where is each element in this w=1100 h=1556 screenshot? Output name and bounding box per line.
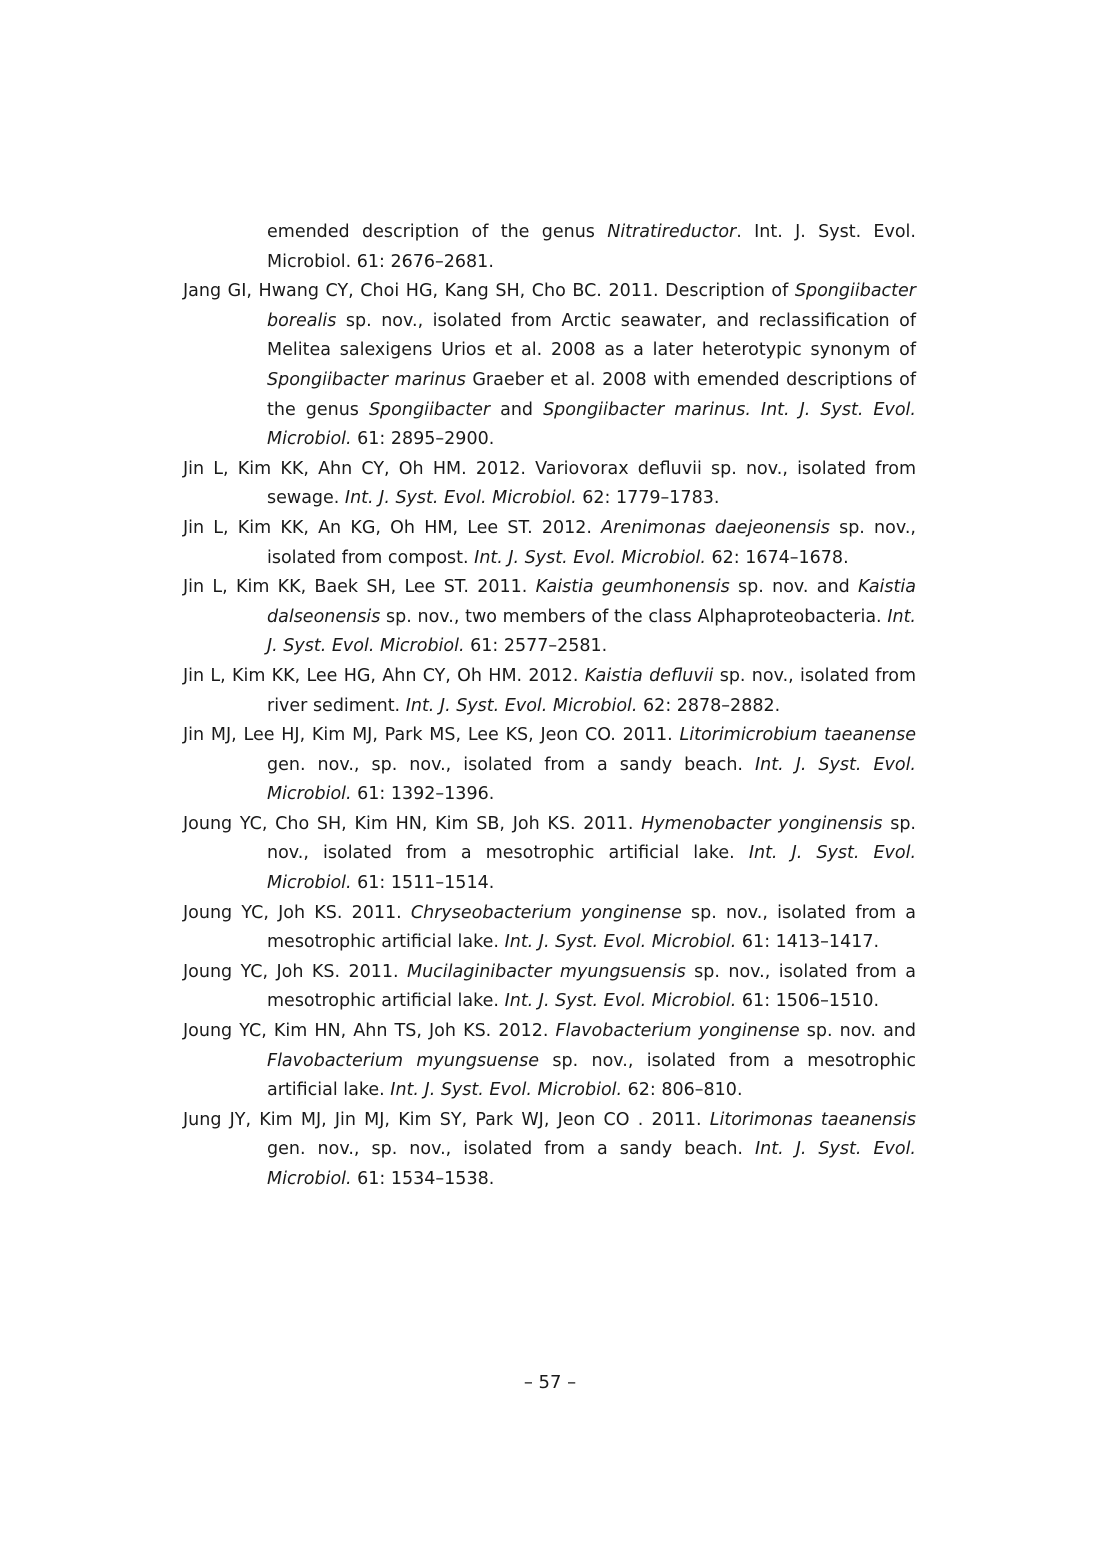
reference-text: Graeber et al. 2008 with emended descriptions of the genus bbox=[267, 369, 916, 420]
reference-text: sp. nov., isolated from a mesotrophic artificial lake. bbox=[267, 813, 916, 864]
reference-italic-text: Spongiibacter borealis bbox=[267, 281, 916, 331]
reference-text: and bbox=[490, 399, 544, 420]
reference-italic-text: Int. J. Syst. Evol. Microbiol. bbox=[474, 547, 706, 568]
reference-text: 61: 2577–2581. bbox=[464, 636, 608, 657]
reference-text: gen. nov., sp. nov., isolated from a sandy beach. bbox=[267, 754, 755, 775]
reference-text: 62: 1779–1783. bbox=[576, 488, 720, 509]
reference-italic-text: Int. J. Syst. Evol. Microbiol. bbox=[405, 695, 638, 716]
reference-text: 61: 1534–1538. bbox=[351, 1169, 495, 1189]
reference-italic-text: Spongiibacter marinus bbox=[267, 369, 466, 390]
reference-text: sp. nov., isolated from a mesotrophic artificial lake. bbox=[267, 961, 916, 1012]
reference-list bbox=[183, 218, 916, 1195]
reference-text: emended description of the genus bbox=[267, 222, 608, 242]
reference-entry bbox=[183, 899, 916, 958]
reference-text: 61: 1506–1510. bbox=[736, 991, 880, 1012]
reference-italic-text: Int. J. Syst. Evol. Microbiol. bbox=[390, 1080, 623, 1101]
reference-text: Jin MJ, Lee HJ, Kim MJ, Park MS, Lee KS, Jeon CO. 2011. bbox=[183, 725, 680, 746]
reference-entry bbox=[183, 573, 916, 662]
reference-italic-text: Flavobacterium myungsuense bbox=[267, 1050, 539, 1071]
reference-text: gen. nov., sp. nov., isolated from a sandy beach. bbox=[267, 1139, 755, 1160]
reference-entry bbox=[183, 958, 916, 1017]
reference-italic-text: Int. J. Syst. Evol. Microbiol. bbox=[267, 843, 917, 894]
reference-text: Joung YC, Joh KS. 2011. bbox=[183, 902, 411, 923]
reference-italic-text: Int. J. Syst. Evol. Microbiol. bbox=[267, 754, 916, 805]
reference-text: sp. nov., isolated from Arctic seawater, and reclassification of Melitea salexigens Urios et al. 2008 as a later heterotypic synonym of bbox=[267, 310, 916, 361]
reference-entry bbox=[183, 277, 916, 455]
reference-text: 61: 1392–1396. bbox=[351, 784, 495, 805]
reference-italic-text: Hymenobacter yonginensis bbox=[641, 813, 883, 834]
reference-italic-text: Int. J. Syst. Evol. Microbiol. bbox=[504, 932, 737, 953]
reference-text: Jin L, Kim KK, Baek SH, Lee ST. 2011. bbox=[183, 577, 536, 598]
reference-italic-text: Nitratireductor bbox=[607, 222, 737, 242]
reference-entry bbox=[183, 810, 916, 899]
reference-text: sp. nov., isolated from river sediment. bbox=[267, 665, 916, 716]
reference-italic-text: Int. J. Syst. Evol. Microbiol. bbox=[267, 1139, 916, 1189]
reference-text: Jin L, Kim KK, Lee HG, Ahn CY, Oh HM. 2012. bbox=[183, 665, 585, 686]
reference-italic-text: Int. J. Syst. Evol. Microbiol. bbox=[344, 488, 577, 509]
reference-italic-text: Chryseobacterium yonginense bbox=[410, 902, 682, 923]
reference-text: sp. nov., isolated from a mesotrophic artificial lake. bbox=[267, 902, 916, 953]
reference-text: Jung JY, Kim MJ, Jin MJ, Kim SY, Park WJ, Jeon CO . 2011. bbox=[183, 1109, 710, 1130]
reference-text: 61: 1413–1417. bbox=[736, 932, 880, 953]
reference-text: 61: 1511–1514. bbox=[351, 873, 495, 894]
reference-italic-text: Flavobacterium yonginense bbox=[555, 1021, 800, 1042]
reference-text: Joung YC, Cho SH, Kim HN, Kim SB, Joh KS. 2011. bbox=[183, 813, 642, 834]
reference-italic-text: Kaistia dalseonensis bbox=[267, 577, 916, 627]
reference-text: sp. nov., isolated from a mesotrophic artificial lake. bbox=[267, 1050, 916, 1101]
reference-italic-text: Int. J. Syst. Evol. Microbiol. bbox=[267, 606, 916, 657]
reference-text: 62: 806–810. bbox=[622, 1080, 743, 1101]
reference-entry bbox=[183, 662, 916, 721]
reference-text: 62: 1674–1678. bbox=[705, 547, 849, 568]
reference-text: Jang GI, Hwang CY, Choi HG, Kang SH, Cho BC. 2011. Description of bbox=[183, 281, 795, 302]
reference-text: 61: 2895–2900. bbox=[351, 429, 495, 450]
reference-text: sp. nov., two members of the class Alphaproteobacteria. bbox=[380, 606, 888, 627]
reference-text: Jin L, Kim KK, Ahn CY, Oh HM. 2012. Variovorax defluvii sp. nov., isolated from sewage. bbox=[183, 458, 916, 509]
reference-entry bbox=[183, 1017, 916, 1106]
reference-entry bbox=[183, 514, 916, 573]
reference-italic-text: Spongiibacter bbox=[368, 399, 491, 420]
reference-entry bbox=[183, 1106, 916, 1195]
reference-italic-text: Int. J. Syst. Evol. Microbiol. bbox=[504, 991, 737, 1012]
reference-italic-text: Kaistia geumhonensis bbox=[535, 577, 730, 598]
reference-text: 62: 2878–2882. bbox=[637, 695, 781, 716]
reference-text: Joung YC, Kim HN, Ahn TS, Joh KS. 2012. bbox=[183, 1021, 556, 1042]
reference-text: Joung YC, Joh KS. 2011. bbox=[183, 961, 407, 982]
reference-entry bbox=[183, 455, 916, 514]
reference-entry bbox=[183, 721, 916, 810]
reference-text: . Int. J. Syst. Evol. Microbiol. 61: 2676–2681. bbox=[267, 222, 916, 272]
reference-text: sp. nov. and bbox=[799, 1021, 916, 1042]
reference-italic-text: Kaistia defluvii bbox=[584, 665, 714, 686]
page-number: – 57 – bbox=[523, 1372, 577, 1393]
reference-italic-text: Mucilaginibacter myungsuensis bbox=[406, 961, 686, 982]
reference-text: sp. nov. and bbox=[729, 577, 858, 598]
reference-text: Jin L, Kim KK, An KG, Oh HM, Lee ST. 2012. bbox=[183, 517, 602, 538]
reference-italic-text: Arenimonas daejeonensis bbox=[601, 517, 830, 538]
reference-italic-text: Spongiibacter marinus. Int. J. Syst. Evol. Microbiol. bbox=[267, 399, 916, 450]
reference-entry bbox=[183, 218, 916, 277]
reference-italic-text: Litorimonas taeanensis bbox=[709, 1109, 916, 1130]
reference-text: sp. nov., isolated from compost. bbox=[267, 517, 916, 568]
reference-italic-text: Litorimicrobium taeanense bbox=[679, 725, 916, 746]
